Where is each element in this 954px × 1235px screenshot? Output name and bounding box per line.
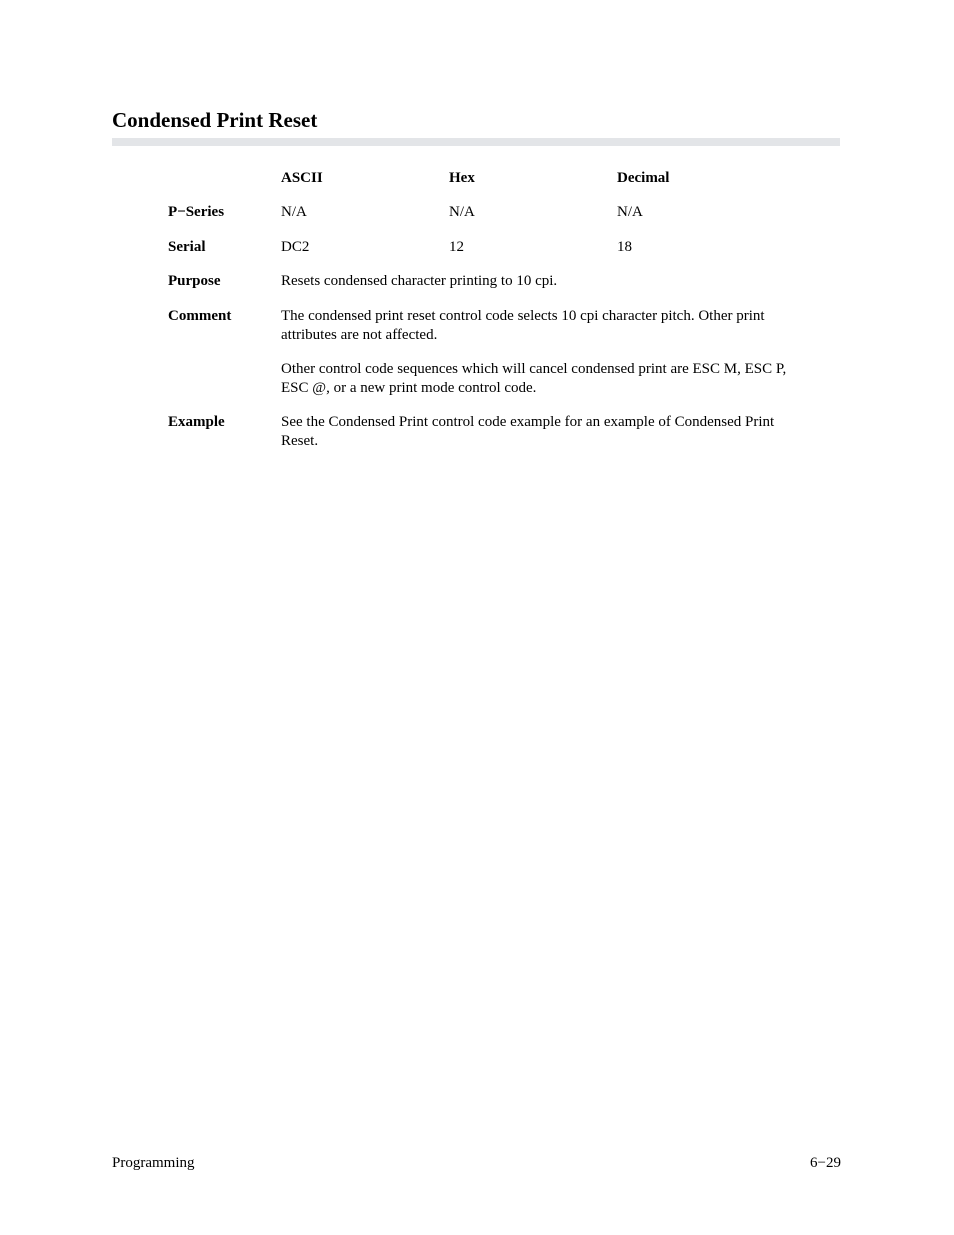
p-series-ascii: N/A bbox=[281, 204, 307, 220]
serial-ascii: DC2 bbox=[281, 239, 310, 255]
header-hex: Hex bbox=[449, 170, 475, 186]
comment-paragraph-1: The condensed print reset control code selects 10 cpi character pitch. Other print attributes are not affected. bbox=[281, 308, 765, 343]
row-label-p-series: P−Series bbox=[168, 204, 225, 220]
purpose-text: Resets condensed character printing to 10 cpi. bbox=[281, 273, 558, 289]
header-ascii: ASCII bbox=[281, 170, 323, 186]
comment-label: Comment bbox=[168, 308, 232, 324]
header-decimal: Decimal bbox=[617, 170, 670, 186]
title-divider bbox=[112, 138, 840, 146]
p-series-decimal: N/A bbox=[617, 204, 643, 220]
p-series-hex: N/A bbox=[449, 204, 475, 220]
serial-decimal: 18 bbox=[617, 239, 632, 255]
comment-paragraph-2: Other control code sequences which will cancel condensed print are ESC M, ESC P, ESC @, or a new print mode control code. bbox=[281, 361, 787, 396]
page-title: Condensed Print Reset bbox=[112, 108, 318, 132]
row-label-serial: Serial bbox=[168, 239, 206, 255]
example-text: See the Condensed Print control code example for an example of Condensed Print Reset. bbox=[281, 414, 775, 449]
example-label: Example bbox=[168, 414, 225, 430]
footer-page-number: 6−29 bbox=[810, 1155, 841, 1171]
footer-chapter: Programming bbox=[112, 1155, 195, 1171]
serial-hex: 12 bbox=[449, 239, 464, 255]
purpose-label: Purpose bbox=[168, 273, 221, 289]
